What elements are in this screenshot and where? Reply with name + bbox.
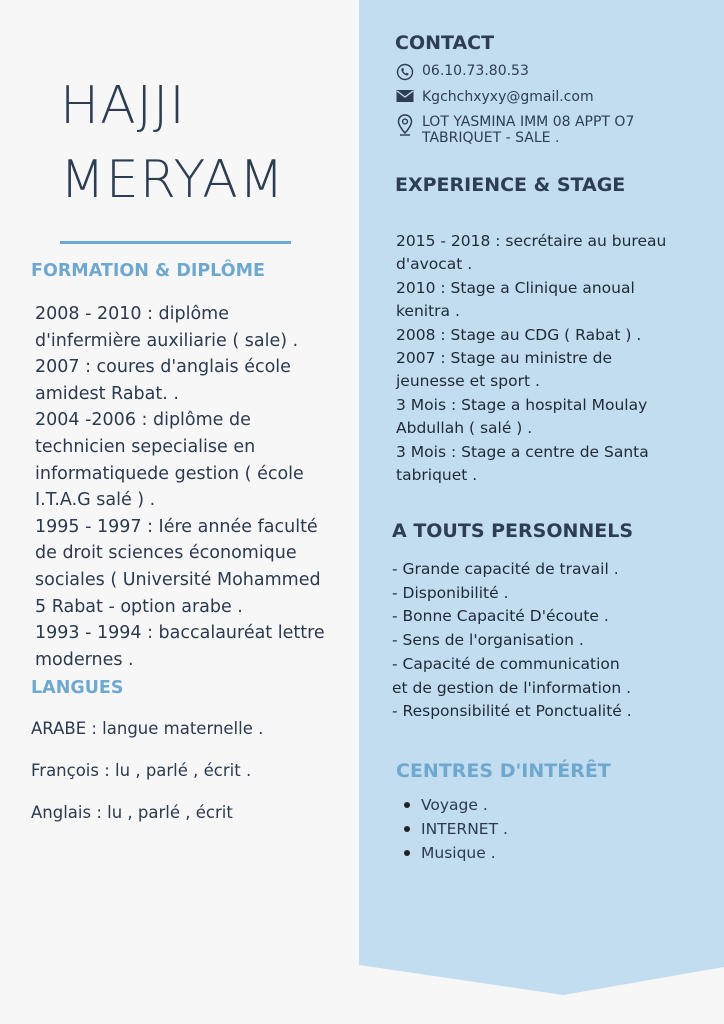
formation-line: d'infermière auxiliarie ( sale) . [35,330,299,351]
contact-address-row [395,114,634,146]
experience-line: kenitra . [396,302,460,321]
atout-line: - Bonne Capacité D'écoute . [392,607,609,626]
bullet-icon [404,802,410,808]
formation-line: amidest Rabat. . [35,383,179,404]
bullet-icon [404,826,410,832]
formation-line: modernes . [35,649,134,670]
experience-heading: EXPERIENCE & STAGE [395,174,626,196]
phone-icon [395,63,415,81]
experience-line: tabriquet . [396,466,478,485]
name-divider [60,241,291,244]
langues-heading: LANGUES [31,678,124,698]
formation-line: 1995 - 1997 : Iére année faculté [35,516,318,537]
formation-heading: FORMATION & DIPLÔME [31,261,265,281]
location-icon [395,114,415,136]
experience-line: Abdullah ( salé ) . [396,419,533,438]
langue-item: Anglais : lu , parlé , écrit [31,803,233,822]
atout-line: - Capacité de communication [392,654,620,673]
atout-line: - Disponibilité . [392,583,509,602]
bullet-icon [404,850,410,856]
formation-line: 2008 - 2010 : diplôme [35,304,229,324]
formation-line: 1993 - 1994 : baccalauréat lettre [35,623,325,644]
contact-phone: 06.10.73.80.53 [422,63,529,79]
contact-email: Kgchchxyxy@gmail.com [422,89,594,105]
langue-item: ARABE : langue maternelle . [31,719,264,738]
formation-text [35,301,325,673]
contact-address [422,114,634,146]
atout-line: - Responsibilité et Ponctualité . [392,702,632,721]
formation-line: 2004 -2006 : diplôme de [35,410,251,431]
contact-email-row [395,89,594,105]
atouts-heading: A TOUTS PERSONNELS [392,520,634,542]
experience-line: 2010 : Stage a Clinique anoual [396,278,635,297]
experience-line: 2015 - 2018 : secrétaire au bureau [396,232,667,250]
email-icon [395,89,415,103]
experience-text [396,230,666,487]
interets-heading: CENTRES D'INTÉRÊT [396,760,611,782]
list-item [404,817,508,841]
formation-line: sociales ( Université Mohammed [35,569,321,590]
address-line: TABRIQUET - SALE . [422,130,560,146]
formation-line: technicien sepecialise en [35,436,256,457]
name-first-line: HAJJI [60,76,186,136]
address-line: LOT YASMINA IMM 08 APPT O7 [422,114,635,130]
formation-line: informatiquede gestion ( école [35,463,304,484]
atout-line: - Grande capacité de travail . [392,560,619,578]
interet-item: INTERNET . [421,820,508,838]
atouts-text [392,558,632,724]
langue-item: François : lu , parlé , écrit . [31,761,252,780]
experience-line: 2008 : Stage au CDG ( Rabat ) . [396,325,642,344]
experience-line: d'avocat . [396,255,473,274]
experience-line: 2007 : Stage au ministre de [396,349,613,368]
formation-line: I.T.A.G salé ) . [35,490,156,511]
contact-phone-row [395,63,529,81]
formation-line: de droit sciences économique [35,543,297,564]
contact-heading: CONTACT [395,32,495,54]
name-second-line: MERYAM [60,150,285,210]
atout-line: et de gestion de l'information . [392,678,632,697]
formation-line: 2007 : coures d'anglais école [35,357,291,378]
interet-item: Voyage . [421,796,488,814]
atout-line: - Sens de l'organisation . [392,631,584,650]
list-item [404,841,508,865]
list-item [404,793,508,817]
experience-line: jeunesse et sport . [396,372,540,391]
experience-line: 3 Mois : Stage a centre de Santa [396,442,649,461]
interets-list [404,793,508,865]
formation-line: 5 Rabat - option arabe . [35,596,243,617]
interet-item: Musique . [421,844,496,862]
experience-line: 3 Mois : Stage a hospital Moulay [396,395,648,414]
